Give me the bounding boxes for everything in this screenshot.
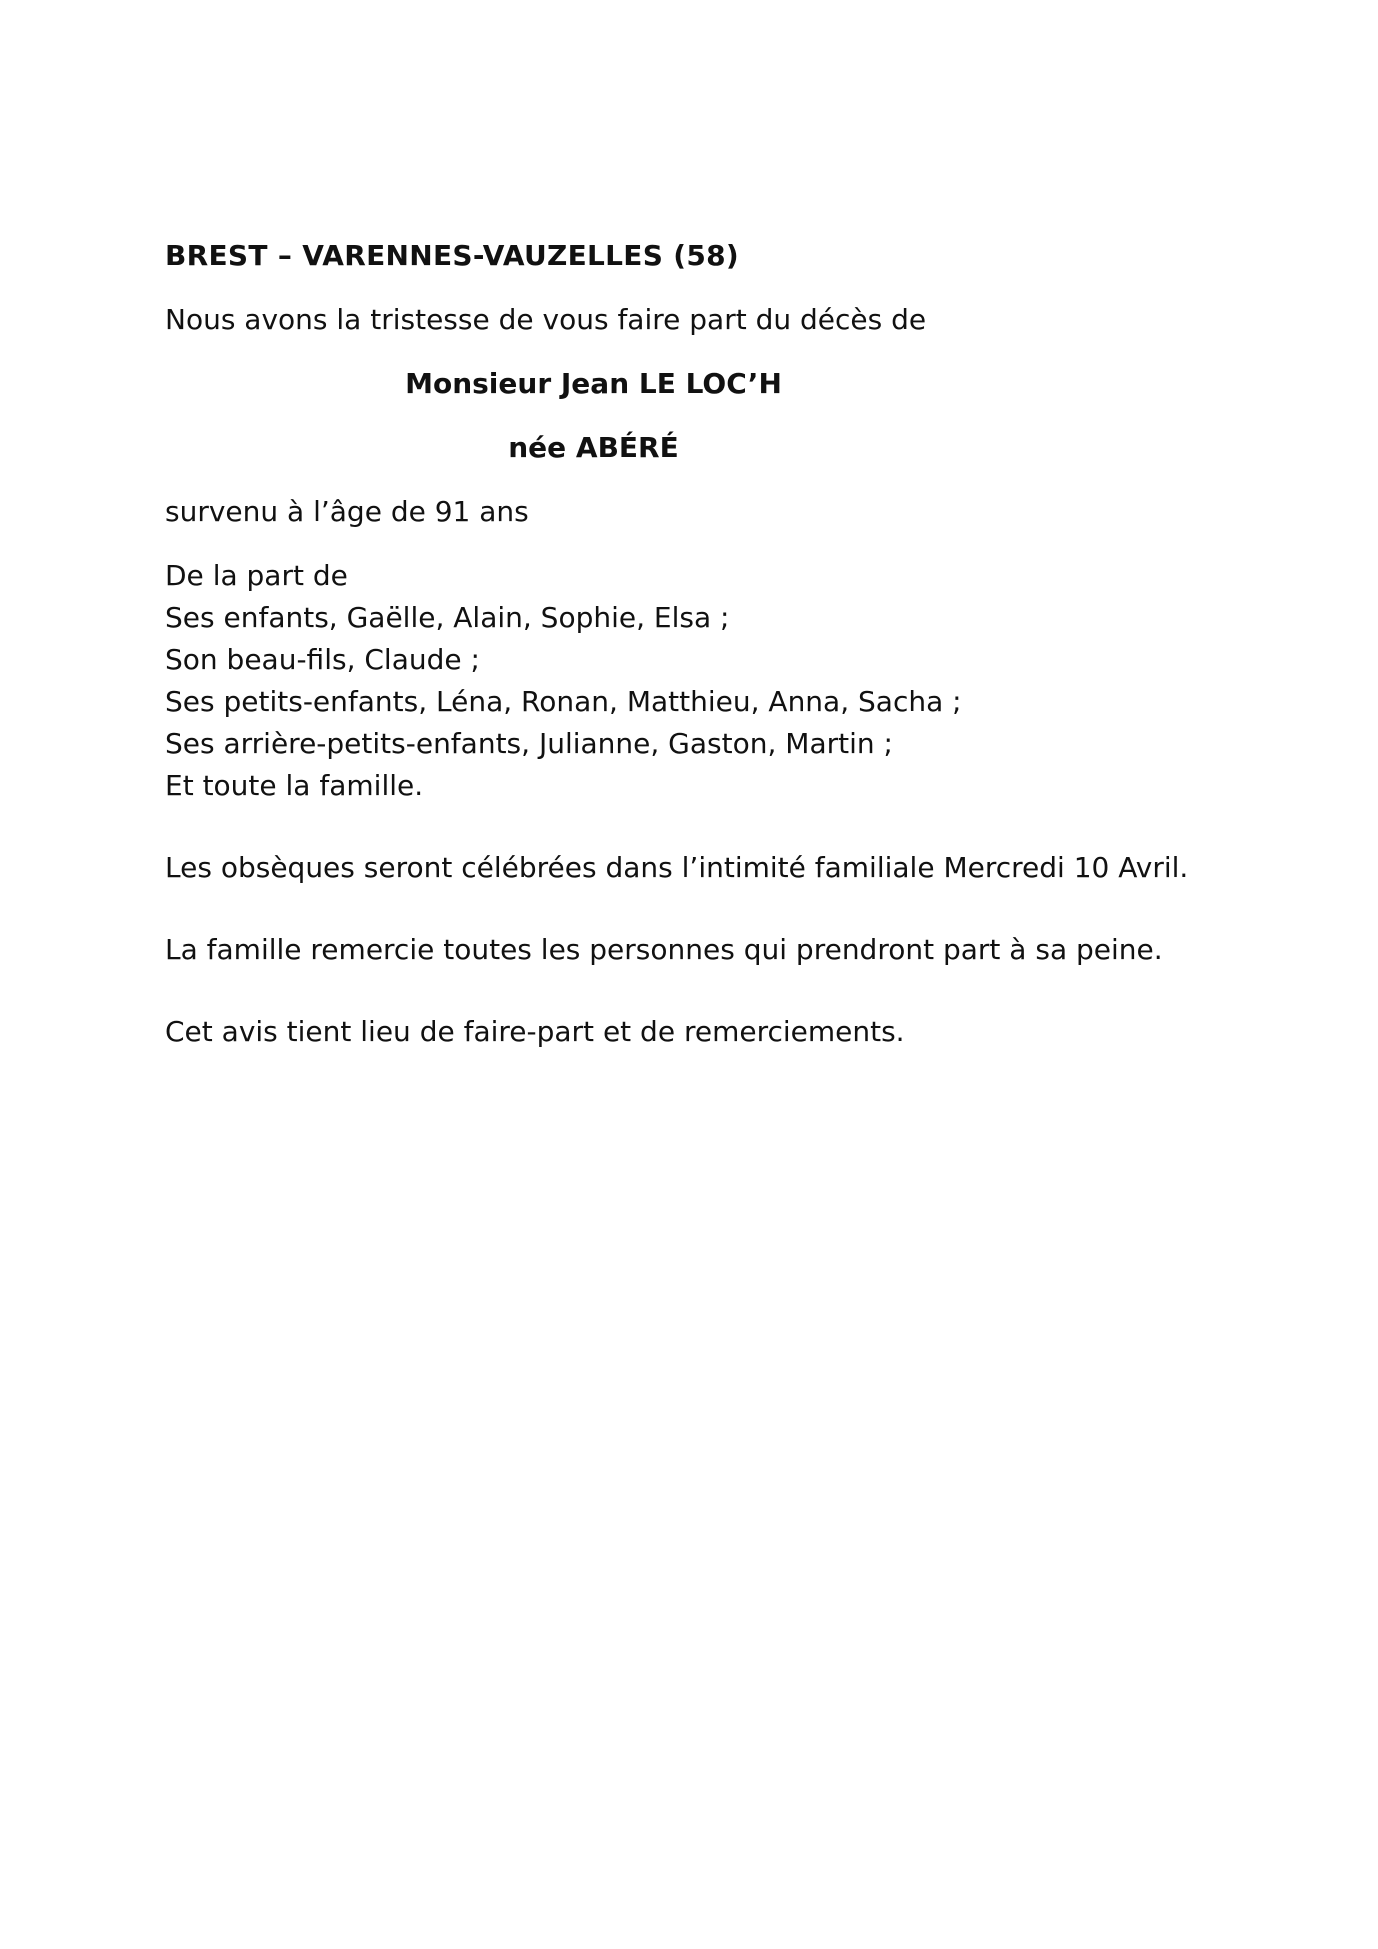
notice-content (165, 235, 1245, 1093)
family-line: Et toute la famille. (165, 769, 424, 802)
family-line: Ses arrière-petits-enfants, Julianne, Gaston, Martin ; (165, 727, 893, 760)
family-line: Ses petits-enfants, Léna, Ronan, Matthieu, Anna, Sacha ; (165, 685, 962, 718)
family-line: Son beau-fils, Claude ; (165, 643, 480, 676)
deceased-name: Monsieur Jean LE LOC’H (405, 367, 782, 400)
notice-heading: BREST – VARENNES-VAUZELLES (58) (165, 239, 739, 272)
closing-paragraph: Cet avis tient lieu de faire-part et de remerciements. (165, 1015, 905, 1048)
birth-name: née ABÉRÉ (508, 431, 679, 464)
age-line: survenu à l’âge de 91 ans (165, 495, 529, 528)
thanks-paragraph: La famille remercie toutes les personnes qui prendront part à sa peine. (165, 933, 1163, 966)
notice-intro: Nous avons la tristesse de vous faire part du décès de (165, 303, 927, 336)
family-line: Ses enfants, Gaëlle, Alain, Sophie, Elsa ; (165, 601, 730, 634)
family-line: De la part de (165, 559, 348, 592)
funeral-paragraph: Les obsèques seront célébrées dans l’intimité familiale Mercredi 10 Avril. (165, 851, 1189, 884)
family-list (165, 555, 1245, 807)
